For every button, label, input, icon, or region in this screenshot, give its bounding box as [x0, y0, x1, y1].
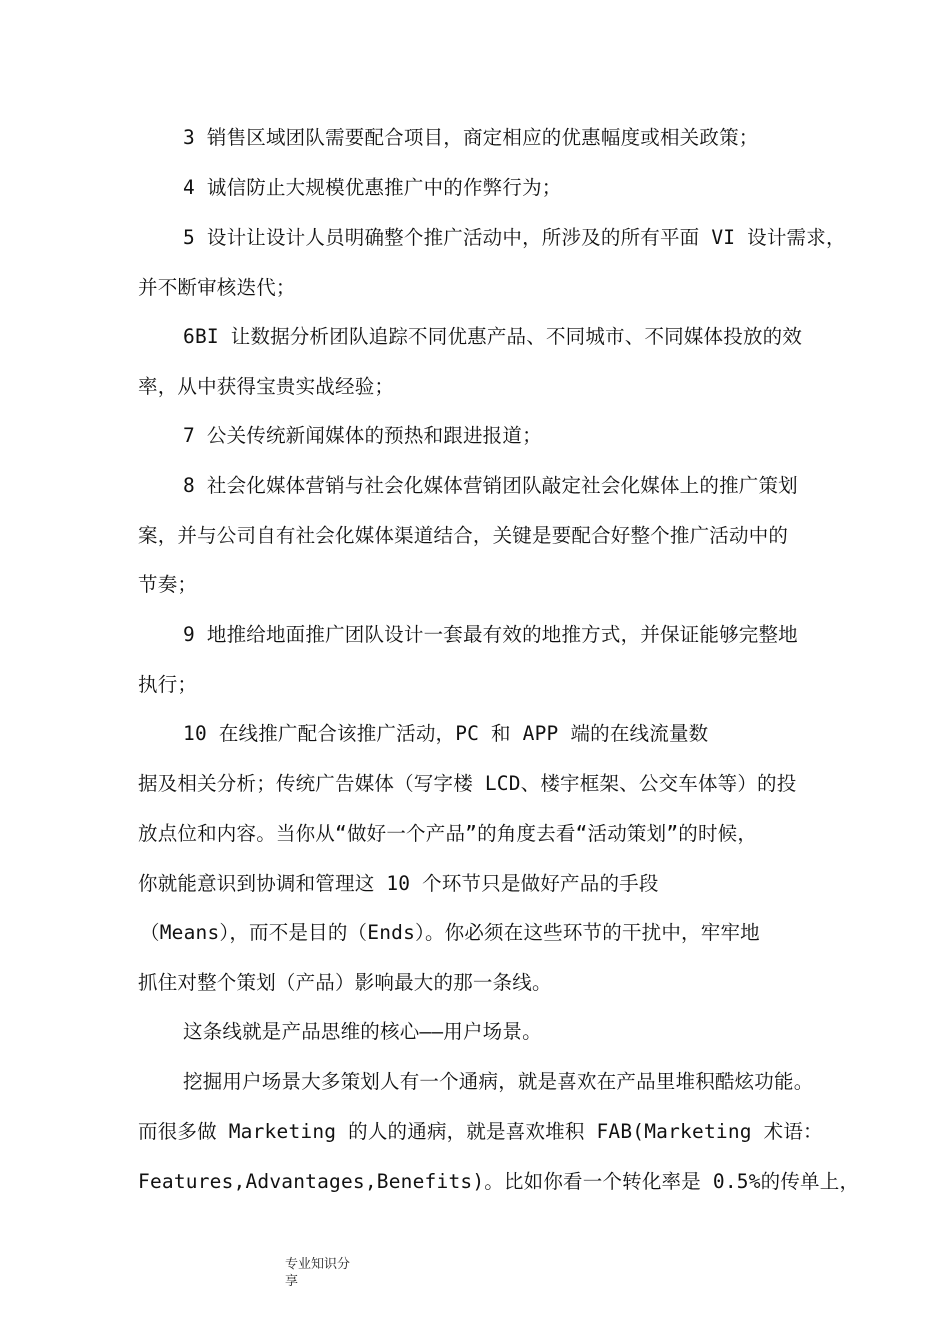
- paragraph-line: Features,Advantages,Benefits)。比如你看一个转化率是 0.5%的传单上，: [138, 1170, 860, 1193]
- paragraph-line: 挖掘用户场景大多策划人有一个通病，就是喜欢在产品里堆积酷炫功能。: [183, 1070, 814, 1093]
- paragraph-line: 9 地推给地面推广团队设计一套最有效的地推方式，并保证能够完整地: [183, 623, 798, 646]
- paragraph-line: 抓住对整个策划（产品）影响最大的那一条线。: [138, 971, 552, 994]
- paragraph-line: （Means），而不是目的（Ends）。你必须在这些环节的干扰中，牢牢地: [140, 921, 760, 944]
- footer-text: 享: [285, 1274, 299, 1289]
- paragraph-line: 8 社会化媒体营销与社会化媒体营销团队敲定社会化媒体上的推广策划: [183, 474, 798, 497]
- paragraph-line: 4 诚信防止大规模优惠推广中的作弊行为；: [183, 176, 562, 199]
- paragraph-line: 节奏；: [138, 573, 198, 596]
- footer-text: 专业知识分: [285, 1257, 351, 1272]
- paragraph-line: 率，从中获得宝贵实战经验；: [138, 375, 395, 398]
- paragraph-line: 10 在线推广配合该推广活动，PC 和 APP 端的在线流量数: [183, 722, 709, 745]
- paragraph-line: 3 销售区域团队需要配合项目，商定相应的优惠幅度或相关政策；: [183, 126, 759, 149]
- paragraph-line: 而很多做 Marketing 的人的通病，就是喜欢堆积 FAB(Marketing 术语：: [138, 1120, 823, 1143]
- paragraph-line: 6BI 让数据分析团队追踪不同优惠产品、不同城市、不同媒体投放的效: [183, 325, 803, 348]
- paragraph-line: 这条线就是产品思维的核心——用户场景。: [183, 1020, 542, 1043]
- paragraph-line: 你就能意识到协调和管理这 10 个环节只是做好产品的手段: [138, 872, 659, 895]
- paragraph-line: 放点位和内容。当你从“做好一个产品”的角度去看“活动策划”的时候，: [138, 822, 758, 845]
- paragraph-line: 并不断审核迭代；: [138, 276, 296, 299]
- paragraph-line: 5 设计让设计人员明确整个推广活动中，所涉及的所有平面 VI 设计需求，: [183, 226, 846, 249]
- paragraph-line: 据及相关分析；传统广告媒体（写字楼 LCD、楼宇框架、公交车体等）的投: [138, 772, 797, 795]
- paragraph-line: 7 公关传统新闻媒体的预热和跟进报道；: [183, 424, 542, 447]
- paragraph-line: 案，并与公司自有社会化媒体渠道结合，关键是要配合好整个推广活动中的: [138, 524, 789, 547]
- paragraph-line: 执行；: [138, 673, 198, 696]
